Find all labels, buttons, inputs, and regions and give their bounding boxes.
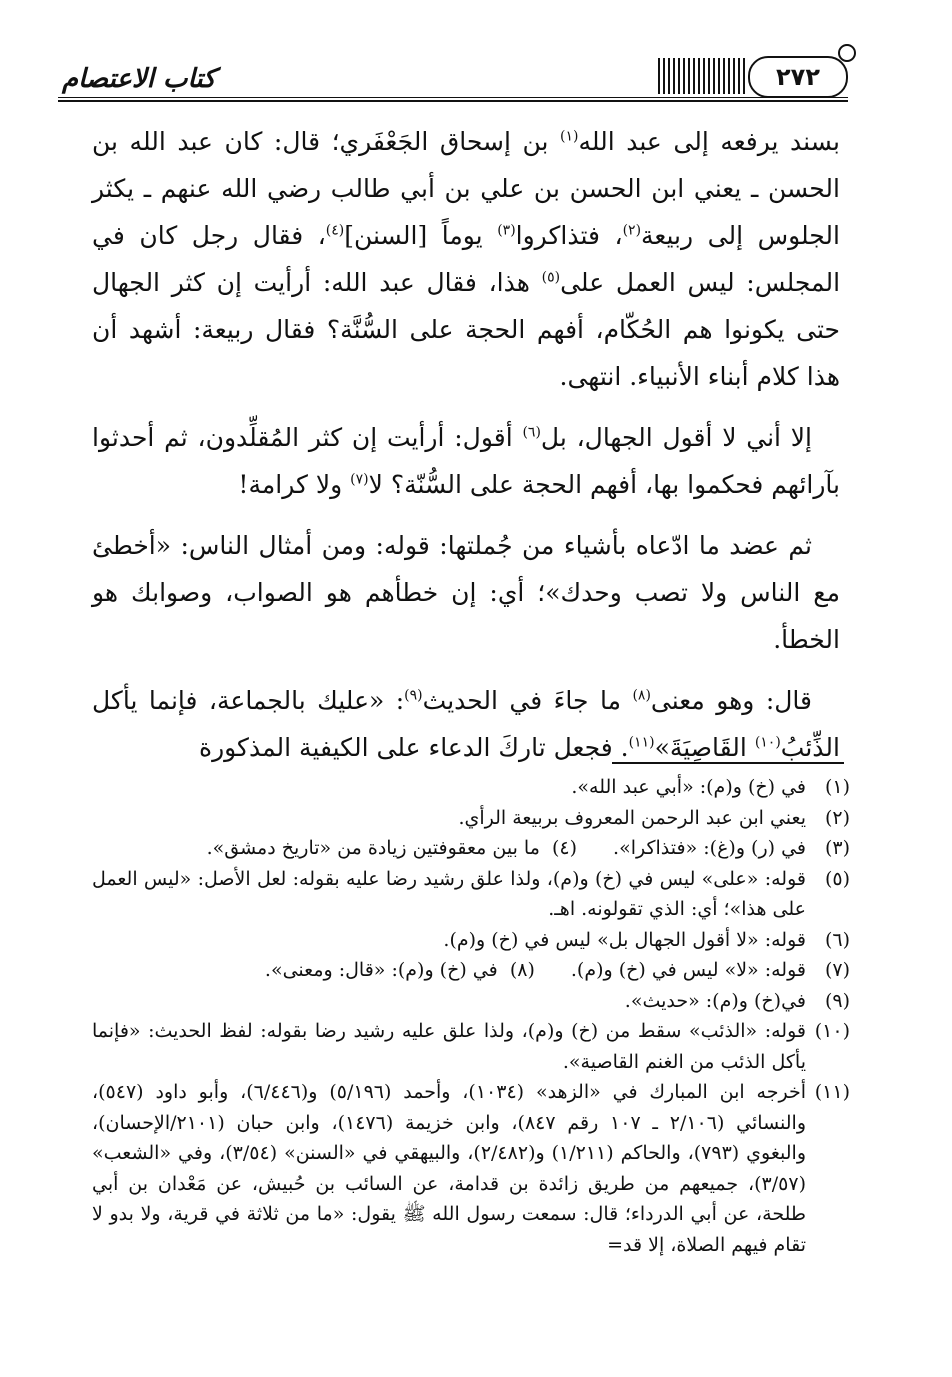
footnote-ref: (٧): [350, 471, 369, 488]
text-segment: هذا، فقال عبد الله: أرأيت إن كثر الجهال حتى يكونوا هم الحُكّام، أفهم الحجة على السُّنَّة؟ فقال ربيعة: أشهد أن هذا كلام أبناء الأنبياء. انتهى.: [92, 268, 840, 391]
footnote-ref: (٤): [325, 222, 345, 239]
footnote-number: (٢): [824, 806, 850, 829]
corner-ornament-icon: [838, 44, 856, 62]
text-segment: ثم عضد ما ادّعاه بأشياء من جُملتها: قوله: ومن أمثال الناس: «أخطئ مع الناس ولا تصب وحدك»؛ أي: إن خطأهم هو الصواب، وصوابك هو الخطأ.: [92, 531, 840, 654]
footnote-8-number: (٨): [509, 959, 535, 981]
footnote-7-text: قوله: «لا» ليس في (خ) و(م).: [570, 959, 806, 981]
paragraph-1: [92, 118, 840, 400]
footnote-number: (٧): [824, 959, 850, 981]
text-segment: قال: وهو معنى: [650, 686, 812, 715]
main-text: [92, 118, 840, 785]
footnote-ref: (٦): [522, 424, 541, 441]
book-title: كتاب الاعتصام: [62, 64, 216, 94]
text-segment: بسند يرفعه إلى عبد الله: [578, 127, 840, 156]
footnote-3-text: في (ر) و(غ): «فتذاكرا».: [613, 837, 806, 859]
footnote-text: قوله: «لا أقول الجهال بل» ليس في (خ) و(م).: [443, 928, 806, 951]
footnote-number: (١): [824, 776, 850, 798]
footnote-4-text: ما بين معقوفتين زيادة من «تاريخ دمشق».: [206, 837, 540, 859]
text-segment: ولا كرامة!: [238, 470, 351, 499]
paragraph-4: [92, 677, 840, 771]
text-segment: : «عليك بالجماعة، فإنما يأكل الذِّئبُ: [92, 686, 840, 762]
footnote-1: [92, 772, 850, 803]
footnote-number: (١١): [814, 1081, 850, 1103]
footnote-11: [92, 1077, 850, 1260]
text-segment: يوماً [السنن]: [344, 221, 498, 250]
paragraph-2: [92, 414, 840, 508]
footnote-ref: (١): [560, 128, 579, 145]
header-rule: [58, 100, 848, 102]
text-segment: ما جاءَ في الحديث: [422, 686, 633, 715]
footnotes: [92, 772, 850, 1260]
footnote-4-number: (٤): [551, 837, 578, 859]
text-segment: القَاصِيَةَ»: [654, 733, 755, 762]
footnote-10: [92, 1016, 850, 1077]
footnote-text: قوله: «الذئب» سقط من (خ) و(م)، ولذا علق عليه رشيد رضا بقوله: لفظ الحديث: «فإنما يأكل الذئب من الغنم القاصية».: [92, 1020, 806, 1073]
footnote-text: في(خ) و(م): «حديث».: [624, 989, 806, 1012]
footnote-3-4: [92, 833, 850, 864]
footnote-number: (١٠): [814, 1020, 850, 1042]
paragraph-3: [92, 522, 840, 663]
footnote-number: (٩): [824, 989, 850, 1012]
footnote-text-pair: [92, 955, 806, 986]
footnote-ref: (٩): [404, 687, 423, 704]
footnote-5: [92, 864, 850, 925]
footnote-text: قوله: «على» ليس في (خ) و(م)، ولذا علق رشيد رضا عليه بقوله: لعل الأصل: «ليس العمل على هذا»؛ أي: الذي تقولونه. اهـ.: [92, 867, 806, 920]
footnote-ref: (٢): [622, 222, 642, 239]
footnote-9: [92, 986, 850, 1017]
footnote-8-text: في (خ) و(م): «قال: ومعنى».: [264, 959, 498, 981]
text-segment: إلا أني لا أقول الجهال، بل: [540, 423, 812, 452]
footnote-ref: (٥): [541, 269, 561, 286]
footnote-ref: (٣): [497, 222, 516, 239]
header-ornament-bars: [658, 58, 748, 94]
footnote-6: [92, 925, 850, 956]
footnote-7-8: [92, 955, 850, 986]
text-segment: ، فتذاكروا: [515, 221, 623, 250]
footnote-number: (٥): [824, 867, 850, 890]
text-segment: أقول: أرأيت إن كثر المُقلِّدون، ثم أحدثوا بآرائهم فحكموا بها، أفهم الحجة على السُّنّة؟ لا: [92, 423, 840, 499]
footnote-text: أخرجه ابن المبارك في «الزهد» (١٠٣٤)، وأحمد (٥/١٩٦) و(٦/٤٤٦)، وأبو داود (٥٤٧)، والنسائي (٢/١٠٦ ـ ١٠٧ رقم ٨٤٧)، وابن خزيمة (١٤٧٦)، وابن حبان (٢١٠١/الإحسان)، والبغوي (٧٩٣)، والحاكم (١/٢١١) و(٢/٤٨٢)، والبيهقي في «السنن» (٣/٥٤)، وفي «الشعب» (٣/٥٧)، جميعهم من طريق زائدة بن قدامة، عن السائب بن حُبيش، عن مَعْدان بن أبي طلحة، عن أبي الدرداء؛ قال: سمعت رسول الله ﷺ يقول: «ما من ثلاثة في قرية، ولا بدو لا تقام فيهم الصلاة، إلا قد=: [92, 1081, 806, 1256]
text-segment: . فجعل تاركَ الدعاء على الكيفية المذكورة: [198, 733, 629, 762]
page-number: ٢٧٢: [748, 56, 848, 98]
footnote-text-pair: [92, 833, 806, 864]
footnote-number: (٦): [824, 928, 850, 951]
footnote-ref: (١٠): [754, 734, 781, 751]
footnote-2: [92, 803, 850, 834]
footnote-number: (٣): [824, 837, 850, 859]
page-header: [58, 50, 848, 102]
footnote-text: في (خ) و(م): «أبي عبد الله».: [571, 776, 806, 798]
footnote-ref: (١١): [628, 734, 655, 751]
text-segment: بن إسحاق الجَعْفَري؛ قال: كان عبد الله بن الحسن ـ يعني ابن الحسن بن علي بن أبي طالب رضي الله عنهم ـ يكثر الجلوس إلى ربيعة: [92, 127, 840, 250]
text-segment: ، فقال رجل كان في المجلس: ليس العمل على: [92, 221, 841, 297]
header-rule-thin: [58, 97, 848, 98]
footnote-ref: (٨): [632, 687, 651, 704]
footnote-text: يعني ابن عبد الرحمن المعروف بربيعة الرأي.: [458, 806, 806, 829]
footnote-separator: [612, 762, 844, 764]
